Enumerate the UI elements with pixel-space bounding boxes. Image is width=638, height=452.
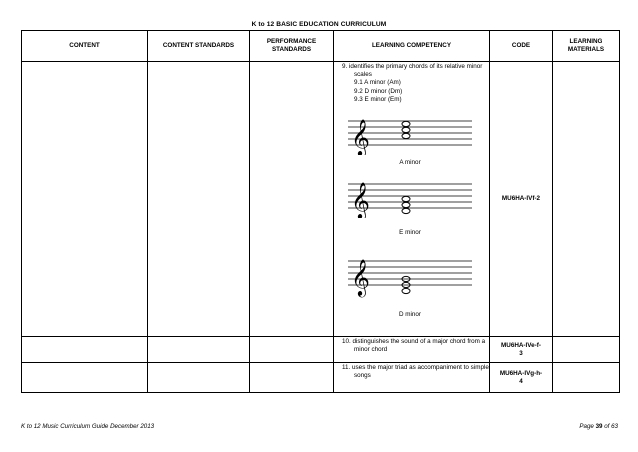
chord-label-a-minor: A minor	[399, 158, 421, 166]
header-performance-standards	[250, 31, 334, 62]
curriculum-table	[21, 30, 620, 393]
cell-learning-materials	[553, 337, 620, 363]
music-staff-a-minor-icon	[348, 115, 472, 155]
page-prefix: Page	[579, 423, 594, 430]
cell-content-standards	[148, 363, 250, 393]
code-line: 3	[519, 349, 523, 357]
cell-performance-standards	[250, 363, 334, 393]
header-performance-standards-line1: PERFORMANCE	[266, 38, 317, 45]
table-row	[22, 337, 620, 363]
cell-learning-materials	[553, 62, 620, 337]
code-line: MU6HA-IVg-h-	[499, 369, 543, 377]
header-content: CONTENT	[22, 31, 148, 62]
competency-subitem: 9.1 A minor (Am)	[354, 79, 401, 86]
competency-text: 10. distinguishes the sound of a major chord from a minor chord	[342, 338, 486, 353]
staff-d-minor	[340, 255, 489, 319]
svg-text:𝄞: 𝄞	[351, 117, 370, 155]
header-performance-standards-line2: STANDARDS	[271, 46, 312, 53]
cell-code: MU6HA-IVf-2	[490, 62, 553, 337]
code-line: 4	[519, 377, 523, 385]
cell-content	[22, 363, 148, 393]
cell-performance-standards	[250, 62, 334, 337]
cell-content	[22, 62, 148, 337]
page-number: 39	[595, 423, 603, 430]
cell-code	[490, 337, 553, 363]
svg-text:𝄞: 𝄞	[351, 180, 370, 218]
header-learning-materials-line2: MATERIALS	[567, 46, 605, 53]
staff-e-minor	[340, 178, 489, 242]
svg-text:𝄞: 𝄞	[351, 257, 370, 296]
cell-learning-competency	[334, 363, 490, 393]
header-code: CODE	[490, 31, 553, 62]
footer-guide-title: K to 12 Music Curriculum Guide December 2013	[21, 423, 155, 430]
cell-content-standards	[148, 62, 250, 337]
page-suffix: of 63	[604, 423, 618, 430]
chord-label-d-minor: D minor	[398, 310, 422, 318]
header-learning-materials	[553, 31, 620, 62]
cell-learning-materials	[553, 363, 620, 393]
competency-subitem: 9.3 E minor (Em)	[354, 96, 402, 103]
cell-code	[490, 363, 553, 393]
header-content-standards: CONTENT STANDARDS	[148, 31, 250, 62]
footer-page-number	[579, 423, 618, 430]
competency-subitems	[340, 79, 489, 105]
table-row	[22, 363, 620, 393]
code-line: MU6HA-IVe-f-	[501, 341, 541, 349]
cell-learning-competency	[334, 62, 490, 337]
header-learning-competency: LEARNING COMPETENCY	[334, 31, 490, 62]
cell-content	[22, 337, 148, 363]
header-row	[22, 31, 620, 62]
staff-a-minor	[340, 115, 489, 179]
competency-text: 9. identifies the primary chords of its relative minor scales	[342, 63, 483, 78]
document-title: K to 12 BASIC EDUCATION CURRICULUM	[251, 21, 387, 28]
table-row	[22, 62, 620, 337]
music-staff-e-minor-icon	[348, 178, 472, 218]
header-learning-materials-line1: LEARNING	[569, 38, 603, 45]
cell-performance-standards	[250, 337, 334, 363]
competency-subitem: 9.2 D minor (Dm)	[354, 87, 403, 95]
cell-content-standards	[148, 337, 250, 363]
competency-text: 11. uses the major triad as accompaniment to simple songs	[342, 364, 489, 379]
chord-label-e-minor: E minor	[399, 228, 421, 236]
music-staff-d-minor-icon	[348, 255, 472, 299]
cell-learning-competency	[334, 337, 490, 363]
